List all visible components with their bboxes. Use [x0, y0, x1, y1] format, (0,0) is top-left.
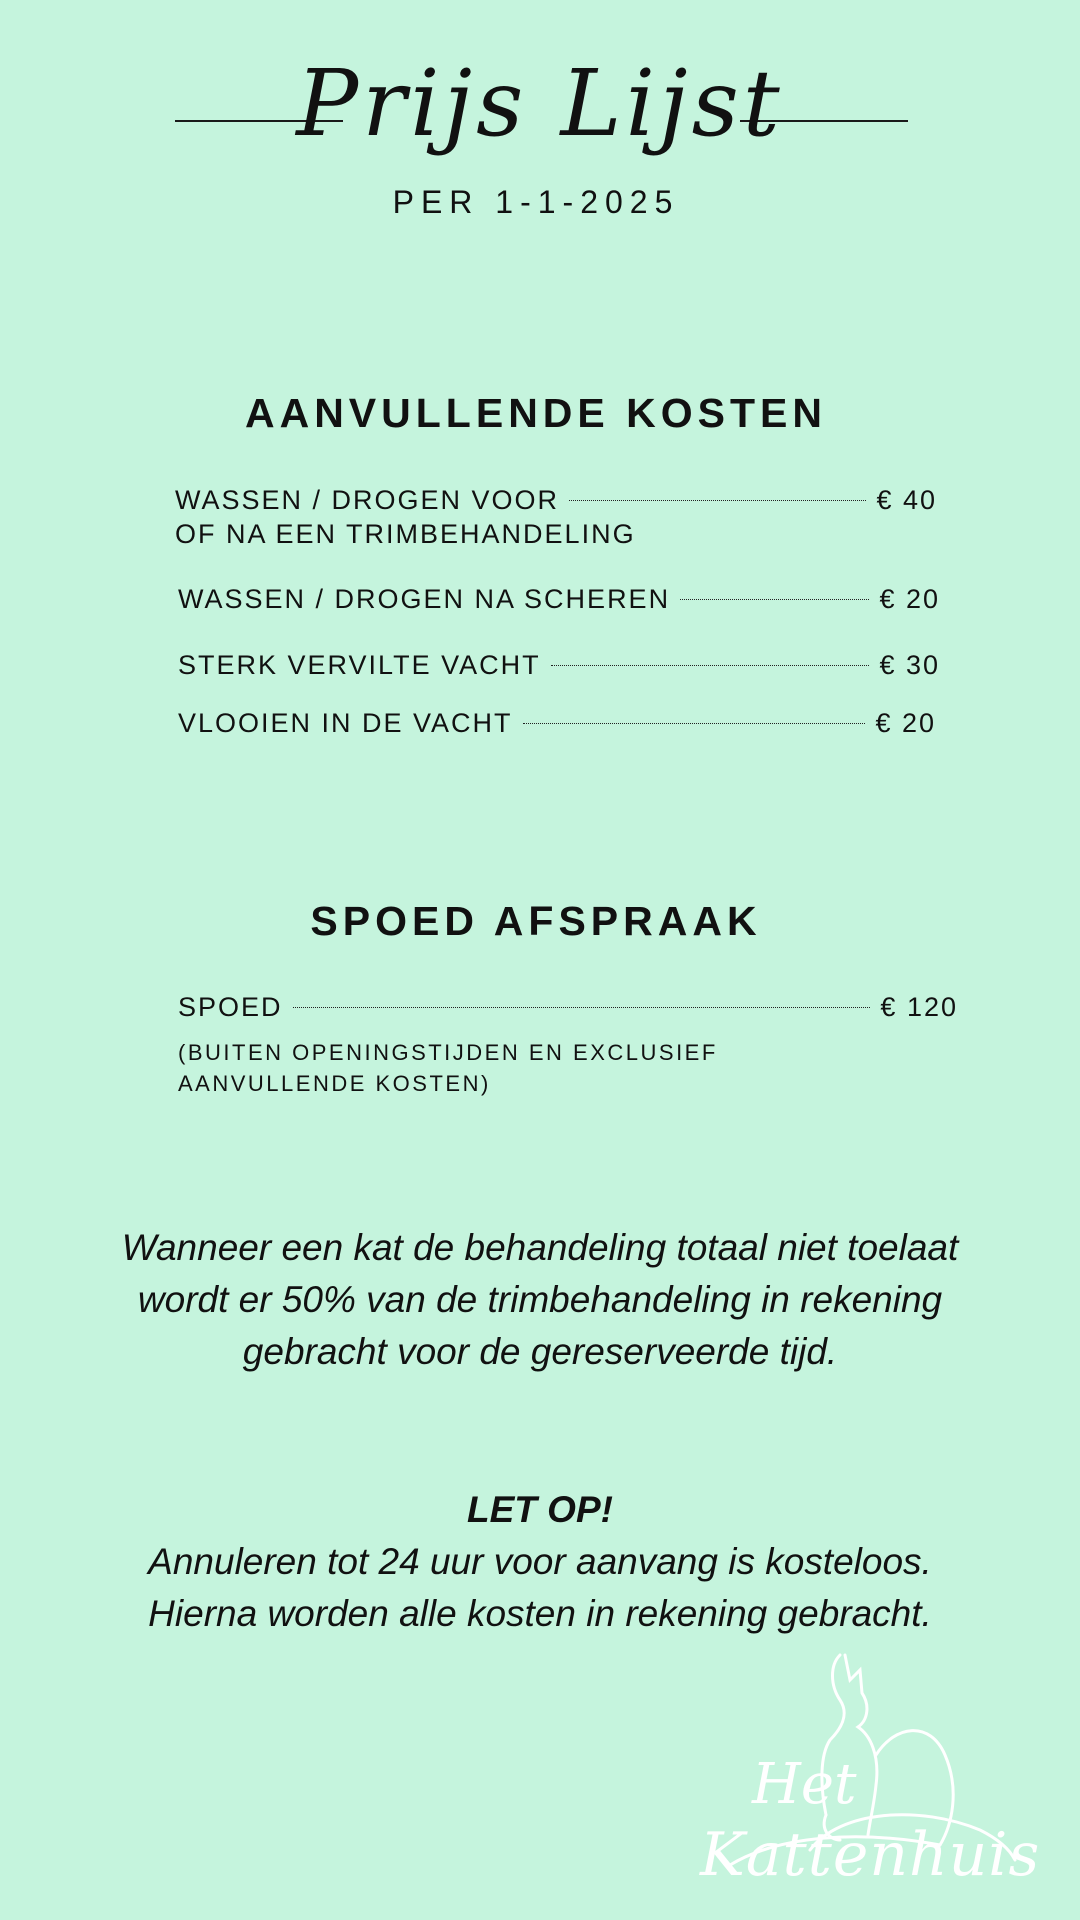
section-heading-spoed-afspraak: SPOED AFSPRAAK [310, 898, 762, 944]
page-title: Prijs Lijst [296, 50, 784, 157]
price-item-wassen-scheren [178, 584, 940, 615]
spoed-note: (BUITEN OPENINGSTIJDEN EN EXCLUSIEF AANVULLENDE KOSTEN) [178, 1040, 718, 1096]
dotted-leader [523, 723, 866, 724]
price-item-vlooien [178, 708, 936, 739]
item-label: SPOED [178, 992, 283, 1022]
policy-text: Wanneer een kat de behandeling totaal niet toelaat wordt er 50% van de trimbehandeling in rekening gebracht voor de gereserveerde tijd. [121, 1227, 959, 1372]
item-price: € 40 [876, 485, 937, 515]
item-label: WASSEN / DROGEN VOOR [175, 485, 560, 515]
price-item-spoed [178, 992, 958, 1023]
item-price: € 30 [879, 650, 940, 680]
logo-word-het: Het [752, 1752, 857, 1817]
item-label: WASSEN / DROGEN NA SCHEREN [178, 584, 671, 614]
effective-date: PER 1-1-2025 [392, 184, 680, 220]
item-label: VLOOIEN IN DE VACHT [178, 708, 513, 738]
dotted-leader [551, 665, 870, 666]
notice-line-1: Annuleren tot 24 uur voor aanvang is kosteloos. [148, 1541, 932, 1582]
section-heading-aanvullende-kosten: AANVULLENDE KOSTEN [244, 390, 828, 436]
item-price: € 120 [880, 992, 958, 1022]
item-price: € 20 [875, 708, 936, 738]
logo-word-kattenhuis: Kattenhuis [700, 1820, 1041, 1890]
dotted-leader [680, 599, 869, 600]
item-label: STERK VERVILTE VACHT [178, 650, 541, 680]
notice-heading: LET OP! [467, 1489, 613, 1530]
dotted-leader [293, 1007, 871, 1008]
item-label-continuation: OF NA EEN TRIMBEHANDELING [175, 519, 636, 549]
price-item-vervilte-vacht [178, 650, 940, 681]
dotted-leader [569, 500, 866, 501]
price-item-wassen-drogen [175, 485, 937, 516]
notice-line-2: Hierna worden alle kosten in rekening gebracht. [148, 1593, 932, 1634]
item-price: € 20 [879, 584, 940, 614]
